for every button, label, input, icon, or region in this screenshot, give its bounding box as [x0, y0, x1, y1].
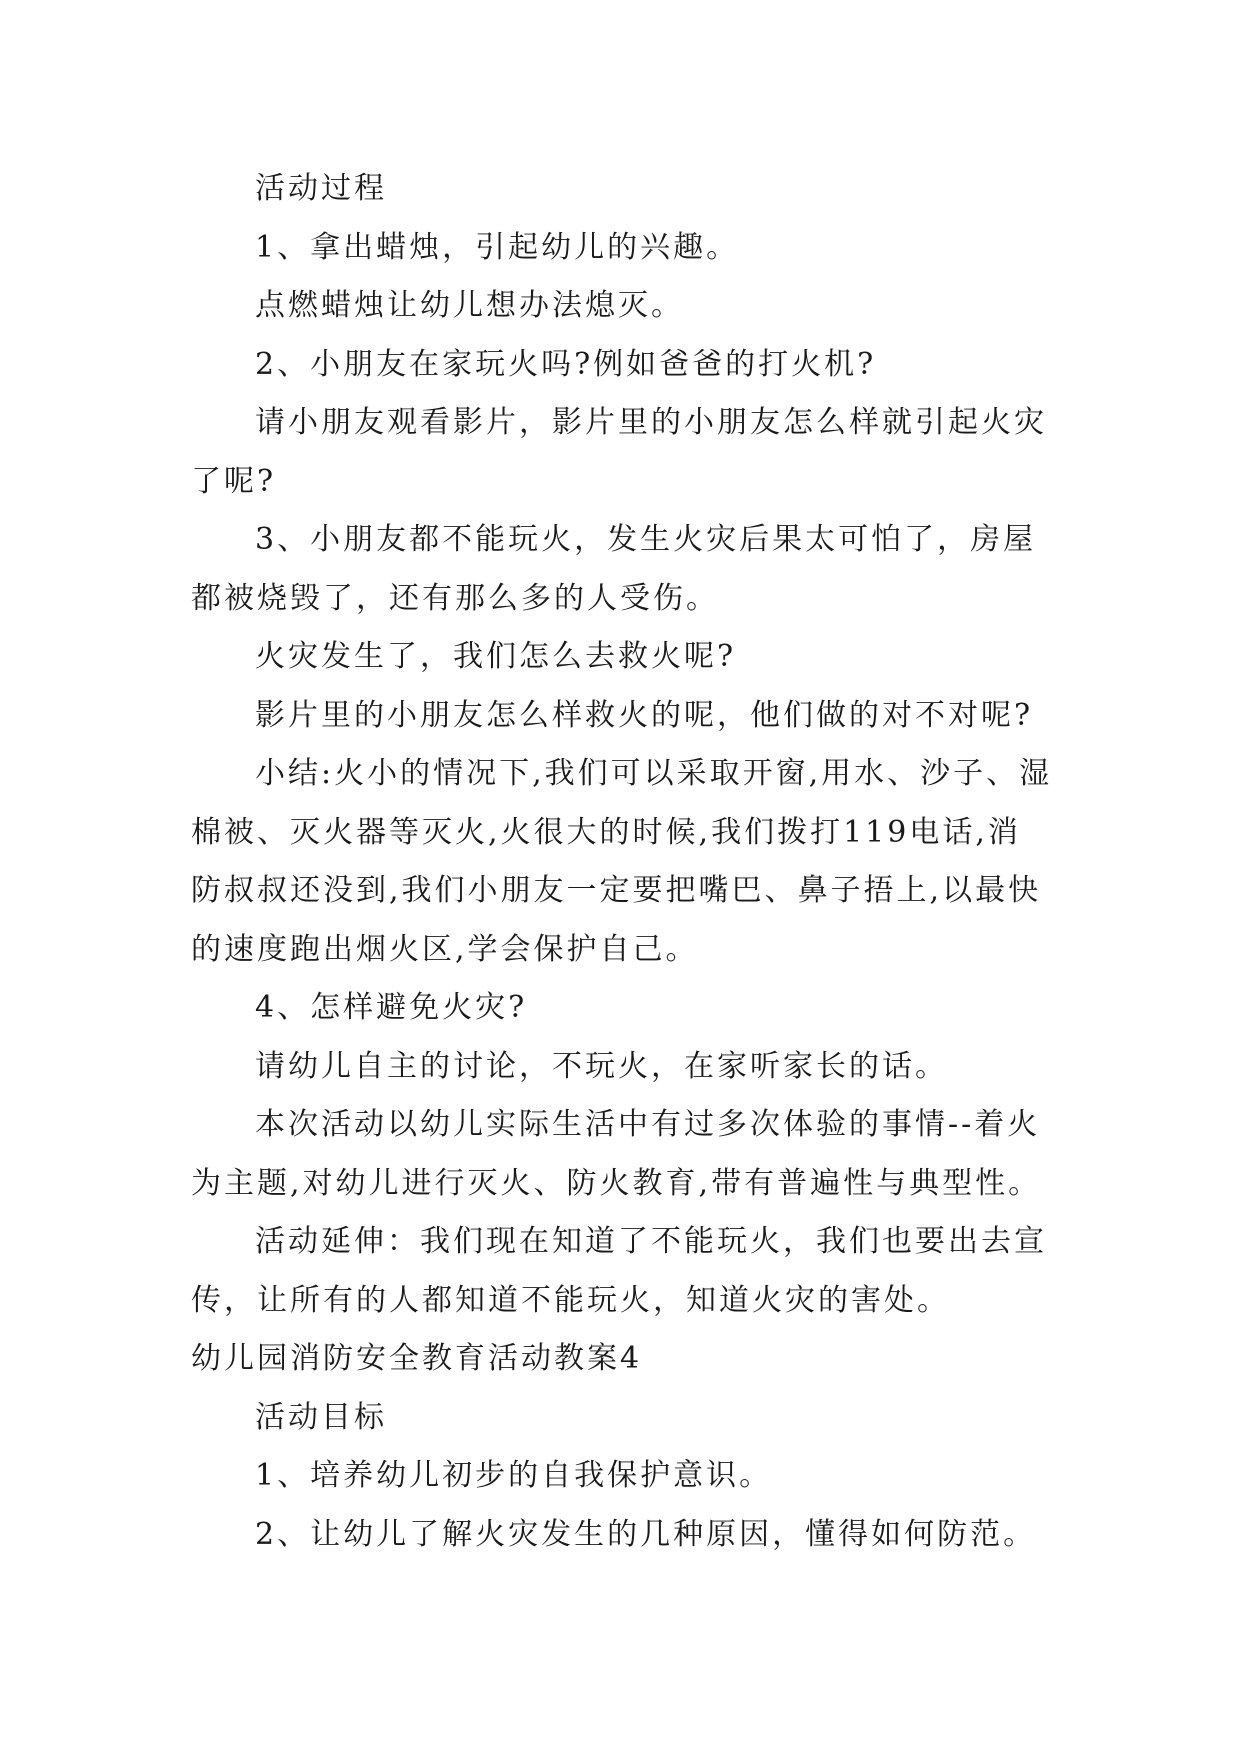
paragraph: 4、怎样避免火灾?: [255, 990, 528, 1025]
paragraph: 活动延伸：我们现在知道了不能玩火，我们也要出去宣传，让所有的人都知道不能玩火，知道火灾的害处。: [191, 1224, 1047, 1318]
paragraph: 小结:火小的情况下,我们可以采取开窗,用水、沙子、湿棉被、灭火器等灭火,火很大的时候,我们拨打119电话,消防叔叔还没到,我们小朋友一定要把嘴巴、鼻子捂上,以最快的速度跑出烟火区,学会保护自己。: [191, 756, 1053, 967]
paragraph: 本次活动以幼儿实际生活中有过多次体验的事情--着火为主题,对幼儿进行灭火、防火教育,带有普遍性与典型性。: [191, 1107, 1042, 1201]
paragraph: 活动过程: [255, 171, 387, 206]
paragraph: 请小朋友观看影片，影片里的小朋友怎么样就引起火灾了呢?: [191, 405, 1047, 499]
paragraph: 2、小朋友在家玩火吗?例如爸爸的打火机?: [255, 346, 877, 382]
document-body: [191, 160, 1053, 1564]
paragraph: 影片里的小朋友怎么样救火的呢，他们做的对不对呢?: [255, 697, 1034, 733]
paragraph: 火灾发生了，我们怎么去救火呢?: [255, 639, 737, 674]
paragraph: 点燃蜡烛让幼儿想办法熄灭。: [255, 288, 684, 323]
paragraph: 1、拿出蜡烛，引起幼儿的兴趣。: [255, 229, 740, 265]
paragraph: 3、小朋友都不能玩火，发生火灾后果太可怕了，房屋都被烧毁了，还有那么多的人受伤。: [191, 522, 1037, 616]
paragraph: 请幼儿自主的讨论，不玩火，在家听家长的话。: [255, 1048, 948, 1084]
section-heading: 幼儿园消防安全教育活动教案4: [191, 1341, 643, 1376]
paragraph: 1、培养幼儿初步的自我保护意识。: [255, 1458, 773, 1493]
paragraph: 活动目标: [255, 1399, 387, 1435]
paragraph: 2、让幼儿了解火灾发生的几种原因，懂得如何防范。: [255, 1516, 1037, 1552]
